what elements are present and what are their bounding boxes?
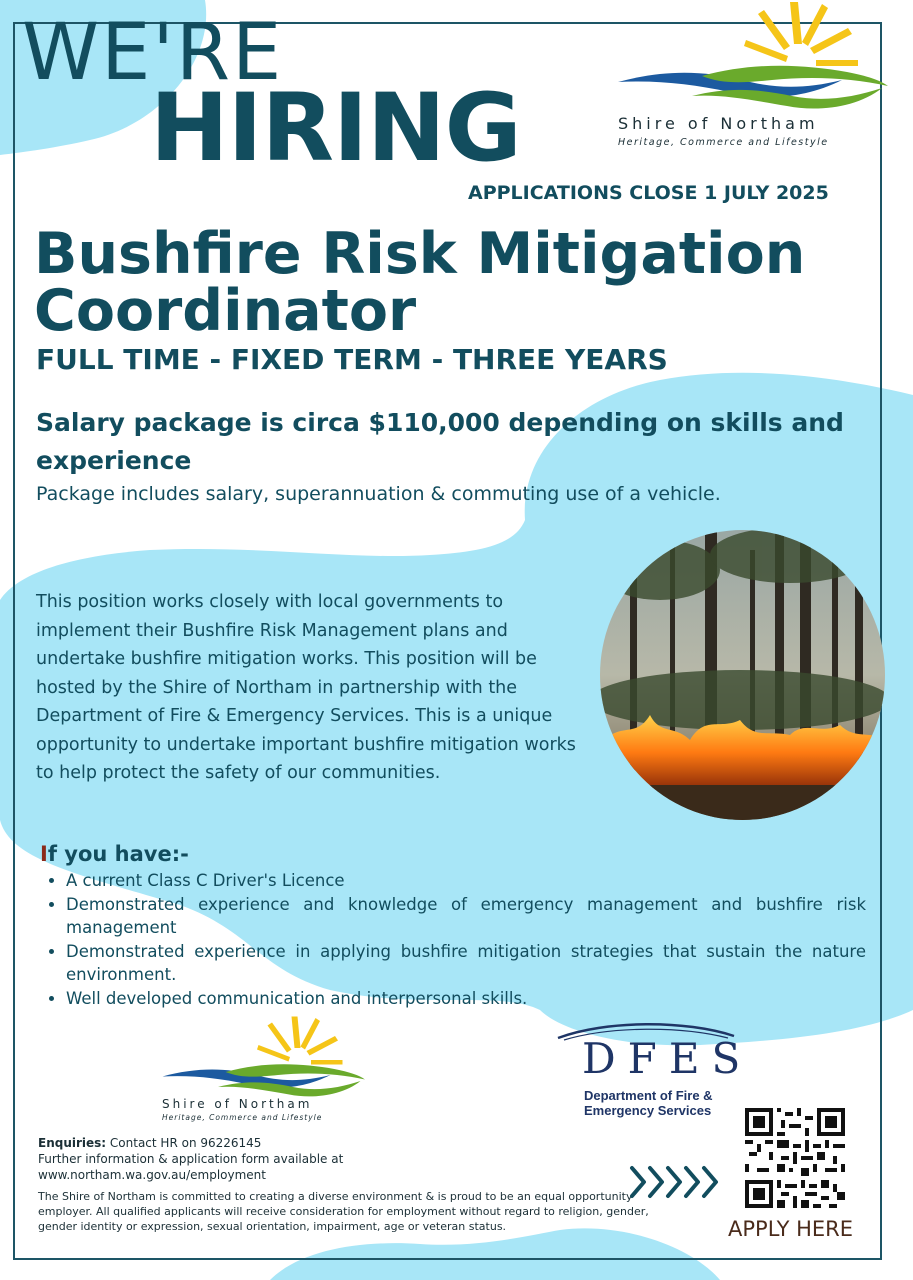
dfes-acronym: DFES	[582, 1034, 753, 1083]
list-item: • Demonstrated experience and knowledge of emergency management and bushfire risk management	[66, 893, 866, 940]
shire-logo-top	[612, 0, 892, 150]
job-title-line1: Bushfire Risk Mitigation	[34, 221, 806, 287]
requirements-list	[44, 869, 866, 1010]
hiring-heading: HIRING	[150, 74, 521, 183]
job-description: This position works closely with local governments to implement their Bushfire Risk Management plans and undertake bushfire mitigation works. This position will be hosted by the Shire of Northam in partnership with the Department of Fire & Emergency Services. This is a unique opportunity to undertake important bushfire mitigation works to help protect the safety of our communities.	[36, 592, 576, 783]
shire-logo-bottom	[158, 1015, 368, 1125]
job-title	[34, 221, 854, 344]
dfes-logo	[556, 1018, 753, 1088]
bushfire-photo	[600, 530, 885, 820]
enquiries-line	[38, 1135, 638, 1151]
equal-opportunity-statement: The Shire of Northam is committed to creating a diverse environment & is proud to be an equal opportunity employer. All qualified applicants will receive consideration for employment without regard to religion, gender, gender identity or expression, sexual orientation, impairment, age or veteran status.	[38, 1190, 649, 1233]
shire-name-bottom: Shire of Northam	[162, 1097, 313, 1111]
bushfire-image-icon	[600, 530, 885, 820]
job-type: FULL TIME - FIXED TERM - THREE YEARS	[36, 343, 668, 376]
dfes-name-line2: Emergency Services	[584, 1103, 712, 1118]
employment-url[interactable]: www.northam.wa.gov.au/employment	[38, 1168, 266, 1182]
enquiries-text: Contact HR on 96226145	[106, 1136, 262, 1150]
list-item: • Demonstrated experience in applying bushfire mitigation strategies that sustain the nature environment.	[66, 940, 866, 987]
footer-info	[38, 1135, 649, 1234]
chevron-right-arrows-icon	[628, 1164, 728, 1200]
requirements-heading	[40, 842, 189, 866]
requirements-heading-rest: f you have:-	[47, 842, 189, 866]
enquiries-label: Enquiries:	[38, 1136, 107, 1150]
package-info: Package includes salary, superannuation & commuting use of a vehicle.	[36, 483, 721, 505]
list-item: • A current Class C Driver's Licence	[66, 869, 866, 893]
shire-name-top: Shire of Northam	[618, 114, 819, 133]
dfes-name-line1: Department of Fire &	[584, 1088, 713, 1103]
shire-tagline-bottom: Heritage, Commerce and Lifestyle	[162, 1113, 323, 1122]
list-item: • Well developed communication and interpersonal skills.	[66, 987, 866, 1011]
apply-here-label[interactable]: APPLY HERE	[728, 1217, 854, 1241]
applications-close-date: APPLICATIONS CLOSE 1 JULY 2025	[468, 182, 829, 204]
dfes-full-name	[584, 1088, 713, 1118]
sun-wave-logo-icon	[612, 0, 892, 112]
info-line: Further information & application form available at	[38, 1152, 344, 1166]
qr-code-icon[interactable]	[745, 1108, 845, 1208]
sun-wave-logo-bottom-icon	[158, 1015, 368, 1099]
were-heading: WE'RE	[22, 8, 284, 98]
requirements-heading-first-letter: I	[40, 842, 48, 866]
job-title-line2: Coordinator	[34, 278, 417, 344]
shire-tagline-top: Heritage, Commerce and Lifestyle	[618, 137, 829, 148]
salary-info: Salary package is circa $110,000 depending on skills and experience	[36, 408, 844, 475]
